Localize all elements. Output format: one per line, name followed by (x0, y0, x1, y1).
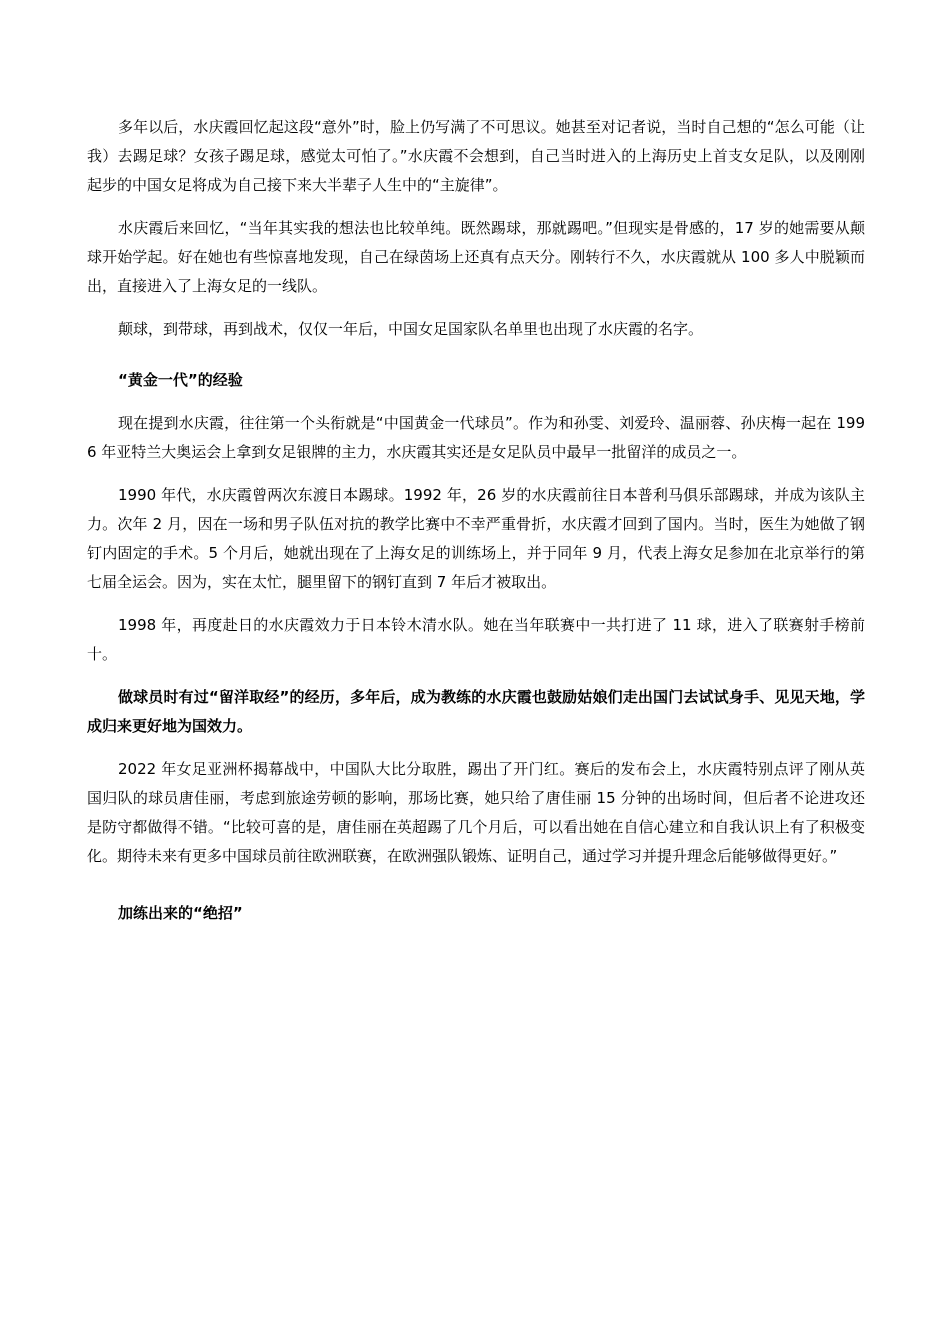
article-page (87, 113, 865, 928)
paragraph-simple-thoughts: 水庆霞后来回忆，“当年其实我的想法也比较单纯。既然踢球，那就踢吧。”但现实是骨感的，17 岁的她需要从颠球开始学起。好在她也有些惊喜地发现，自己在绿茵场上还真有点天分。刚转行不久，水庆霞就从 100 多人中脱颖而出，直接进入了上海女足的一线队。 (87, 219, 865, 295)
paragraph-bold-highlight: 做球员时有过“留洋取经”的经历，多年后，成为教练的水庆霞也鼓励姑娘们走出国门去试试身手、见见天地，学成归来更好地为国效力。 (87, 688, 865, 735)
paragraph-national-team: 颠球，到带球，再到战术，仅仅一年后，中国女足国家队名单里也出现了水庆霞的名字。 (118, 320, 704, 338)
paragraph-recollection: 多年以后，水庆霞回忆起这段“意外”时，脸上仍写满了不可思议。她甚至对记者说，当时自己想的“怎么可能（让我）去踢足球？女孩子踢足球，感觉太可怕了。”水庆霞不会想到，自己当时进入的上海历史上首支女足队，以及刚刚起步的中国女足将成为自己接下来大半辈子人生中的“主旋律”。 (87, 118, 865, 194)
section-heading-golden-generation: “黄金一代”的经验 (118, 371, 243, 389)
paragraph-golden-generation: 现在提到水庆霞，往往第一个头衔就是“中国黄金一代球员”。作为和孙雯、刘爱玲、温丽蓉、孙庆梅一起在 1996 年亚特兰大奥运会上拿到女足银牌的主力，水庆霞其实还是女足队员中最早一批留洋的成员之一。 (87, 414, 865, 461)
section-heading-extra-training: 加练出来的“绝招” (118, 904, 243, 922)
paragraph-japan-career: 1990 年代，水庆霞曾两次东渡日本踢球。1992 年，26 岁的水庆霞前往日本普利马俱乐部踢球，并成为该队主力。次年 2 月，因在一场和男子队伍对抗的教学比赛中不幸严重骨折，水庆霞才回到了国内。当时，医生为她做了钢钉内固定的手术。5 个月后，她就出现在了上海女足的训练场上，并于同年 9 月，代表上海女足参加在北京举行的第七届全运会。因为，实在太忙，腿里留下的钢钉直到 7 年后才被取出。 (87, 486, 865, 591)
paragraph-asian-cup: 2022 年女足亚洲杯揭幕战中，中国队大比分取胜，踢出了开门红。赛后的发布会上，水庆霞特别点评了刚从英国归队的球员唐佳丽，考虑到旅途劳顿的影响，那场比赛，她只给了唐佳丽 15 分钟的出场时间，但后者不论进攻还是防守都做得不错。“比较可喜的是，唐佳丽在英超踢了几个月后，可以看出她在自信心建立和自我认识上有了积极变化。期待未来有更多中国球员前往欧洲联赛，在欧洲强队锻炼、证明自己，通过学习并提升理念后能够做得更好。” (87, 760, 865, 865)
paragraph-shimizu: 1998 年，再度赴日的水庆霞效力于日本铃木清水队。她在当年联赛中一共打进了 11 球，进入了联赛射手榜前十。 (87, 616, 865, 663)
